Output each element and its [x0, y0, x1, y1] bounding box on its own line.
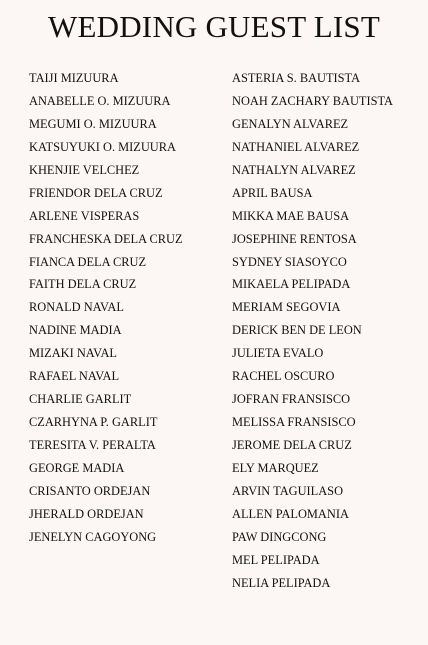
guest-name: ARVIN TAGUILASO: [232, 483, 344, 498]
guest-name: DERICK BEN DE LEON: [232, 323, 362, 338]
guest-name: MIKAELA PELIPADA: [232, 277, 351, 292]
guest-name: FIANCA DELA CRUZ: [29, 254, 147, 269]
guest-name: TERESITA V. PERALTA: [29, 438, 156, 452]
guest-name: RACHEL OSCURO: [232, 369, 335, 384]
guest-column-left: [29, 67, 224, 549]
guest-name: JENELYN CAGOYONG: [29, 529, 157, 544]
guest-name: MERIAM SEGOVIA: [232, 300, 341, 315]
guest-name: CHARLIE GARLIT: [29, 392, 132, 407]
guest-name: PAW DINGCONG: [232, 529, 327, 544]
guest-name: TAIJI MIZUURA: [29, 71, 119, 85]
guest-name: JOSEPHINE RENTOSA: [232, 231, 357, 246]
guest-name: ASTERIA S. BAUTISTA: [232, 71, 361, 85]
guest-name: GEORGE MADIA: [29, 460, 125, 475]
guest-name: RONALD NAVAL: [29, 300, 124, 315]
guest-name: SYDNEY SIASOYCO: [232, 254, 347, 269]
guest-name: JHERALD ORDEJAN: [29, 506, 144, 521]
guest-name: MIZAKI NAVAL: [29, 346, 117, 361]
guest-name: NADINE MADIA: [29, 323, 122, 338]
page-title: WEDDING GUEST LIST: [48, 9, 380, 44]
guest-name: APRIL BAUSA: [232, 185, 313, 200]
guest-name: ELY MARQUEZ: [232, 460, 319, 475]
guest-name: FAITH DELA CRUZ: [29, 277, 137, 292]
guest-name: JULIETA EVALO: [232, 346, 324, 361]
guest-name: FRANCHESKA DELA CRUZ: [29, 231, 183, 246]
guest-name: ANABELLE O. MIZUURA: [29, 93, 171, 108]
guest-name: MEGUMI O. MIZUURA: [29, 116, 157, 131]
guest-name: JEROME DELA CRUZ: [232, 438, 352, 452]
guest-name: NELIA PELIPADA: [232, 575, 331, 590]
guest-name: JOFRAN FRANSISCO: [232, 392, 351, 407]
guest-name: NOAH ZACHARY BAUTISTA: [232, 93, 394, 108]
guest-name: ALLEN PALOMANIA: [232, 506, 349, 521]
guest-column-right: [232, 67, 422, 595]
guest-name: KATSUYUKI O. MIZUURA: [29, 139, 176, 154]
guest-name: CZARHYNA P. GARLIT: [29, 415, 158, 430]
guest-name: MIKKA MAE BAUSA: [232, 208, 350, 223]
guest-name: RAFAEL NAVAL: [29, 369, 120, 384]
guest-name: FRIENDOR DELA CRUZ: [29, 185, 163, 200]
guest-name: NATHANIEL ALVAREZ: [232, 139, 360, 154]
guest-name: MEL PELIPADA: [232, 552, 320, 567]
guest-name: MELISSA FRANSISCO: [232, 415, 356, 430]
guest-name: KHENJIE VELCHEZ: [29, 162, 140, 177]
guest-name: NATHALYN ALVAREZ: [232, 162, 356, 177]
guest-name: ARLENE VISPERAS: [29, 208, 140, 223]
guest-name: CRISANTO ORDEJAN: [29, 483, 151, 498]
guest-name: GENALYN ALVAREZ: [232, 116, 349, 131]
